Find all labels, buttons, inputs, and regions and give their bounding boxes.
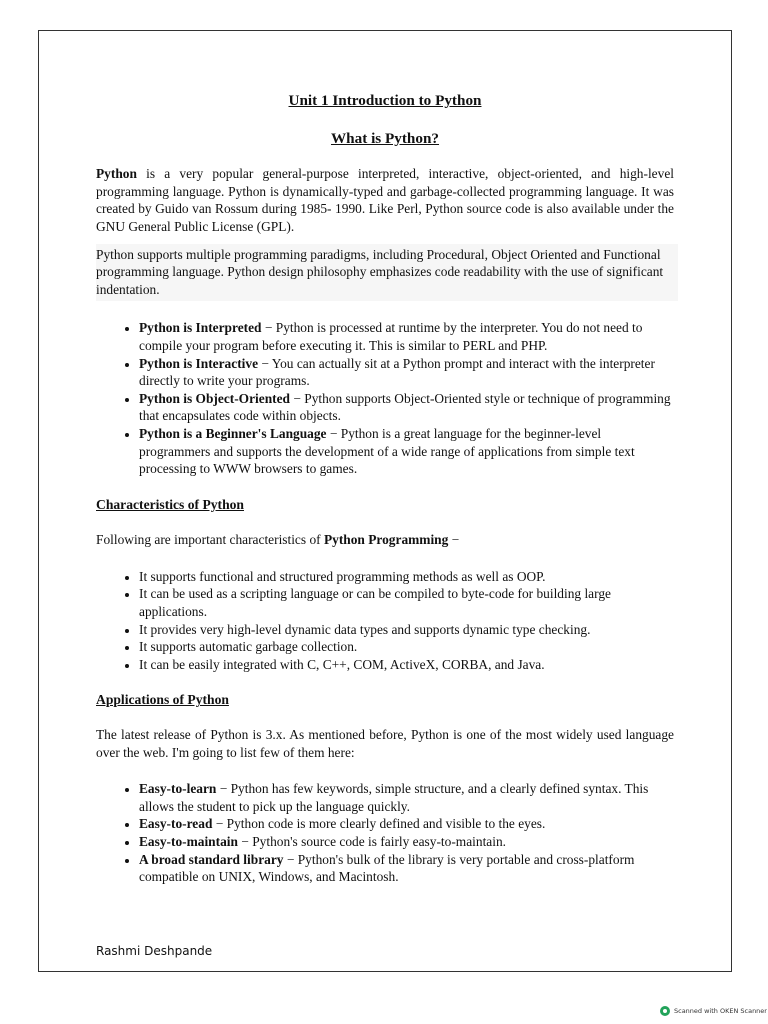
list-item <box>139 851 674 886</box>
feature-term: Python is Object-Oriented <box>139 390 290 406</box>
characteristics-intro-suffix: − <box>448 532 460 548</box>
scanner-label: Scanned with OKEN Scanner <box>674 1007 767 1015</box>
intro-text: is a very popular general-purpose interpreted, interactive, object-oriented, and high-level programming language. Python is dynamically-typed and garbage-collected programming language. It was created by Guido van Rossum during 1985- 1990. Like Perl, Python source code is also available under the GNU General Public License (GPL). <box>96 166 674 234</box>
features-list <box>96 319 674 477</box>
list-item: • It supports automatic garbage collection. <box>139 638 674 656</box>
intro-paragraph <box>96 165 674 235</box>
application-text: − Python has few keywords, simple structure, and a clearly defined syntax. This allows the student to pick up the language quickly. <box>139 781 649 814</box>
list-item <box>139 319 674 354</box>
feature-term: Python is a Beginner's Language <box>139 425 327 441</box>
document-subtitle: What is Python? <box>330 129 440 147</box>
list-item <box>139 815 674 833</box>
application-text: − Python's source code is fairly easy-to-maintain. <box>237 834 506 849</box>
applications-list <box>96 780 674 886</box>
characteristics-list <box>96 568 674 674</box>
feature-text: − Python is processed at runtime by the interpreter. You do not need to compile your program before executing it. This is similar to PERL and PHP. <box>139 320 643 353</box>
footer-author: Rashmi Deshpande <box>96 944 213 958</box>
document-body <box>96 92 674 886</box>
list-item <box>139 425 674 478</box>
feature-term: Python is Interactive <box>139 355 259 371</box>
list-item <box>139 355 674 390</box>
list-item <box>139 780 674 815</box>
document-title: Unit 1 Introduction to Python <box>288 92 482 109</box>
list-item: • It supports functional and structured programming methods as well as OOP. <box>139 568 674 586</box>
feature-text: − Python supports Object-Oriented style or technique of programming that encapsulates code within objects. <box>139 390 671 424</box>
feature-term: Python is Interpreted <box>139 320 262 336</box>
scanner-logo-icon <box>660 1006 670 1016</box>
characteristics-intro-prefix: Following are important characteristics of <box>96 532 324 548</box>
list-item <box>139 390 674 425</box>
scanner-watermark <box>660 1006 767 1016</box>
list-item: • It can be easily integrated with C, C++, COM, ActiveX, CORBA, and Java. <box>139 656 674 674</box>
applications-heading: Applications of Python <box>96 692 229 708</box>
application-term: A broad standard library <box>139 851 284 867</box>
application-term: Easy-to-maintain <box>139 834 238 849</box>
feature-text: − Python is a great language for the beginner-level programmers and supports the development of a wide range of applications from simple text processing to WWW browsers to games. <box>139 425 635 477</box>
list-item <box>139 833 674 851</box>
application-text: − Python's bulk of the library is very portable and cross-platform compatible on UNIX, Windows, and Macintosh. <box>139 851 635 885</box>
intro-lead: Python <box>96 166 137 182</box>
application-term: Easy-to-read <box>139 816 213 832</box>
characteristics-heading: Characteristics of Python <box>96 496 244 512</box>
characteristics-intro-bold: Python Programming <box>323 532 449 548</box>
application-term: Easy-to-learn <box>139 781 217 797</box>
characteristics-intro <box>96 531 674 549</box>
list-item: • It can be used as a scripting language or can be compiled to byte-code for building large applications. <box>139 585 674 620</box>
list-item: • It provides very high-level dynamic data types and supports dynamic type checking. <box>139 621 674 639</box>
applications-intro: The latest release of Python is 3.x. As mentioned before, Python is one of the most widely used language over the web. I'm going to list few of them here: <box>96 727 674 760</box>
paradigms-paragraph: Python supports multiple programming paradigms, including Procedural, Object Oriented and Functional programming language. Python design philosophy emphasizes code readability with the use of significant indentation. <box>96 244 678 302</box>
application-text: − Python code is more clearly defined and visible to the eyes. <box>212 816 546 832</box>
feature-text: − You can actually sit at a Python prompt and interact with the interpreter directly to write your programs. <box>139 355 655 389</box>
